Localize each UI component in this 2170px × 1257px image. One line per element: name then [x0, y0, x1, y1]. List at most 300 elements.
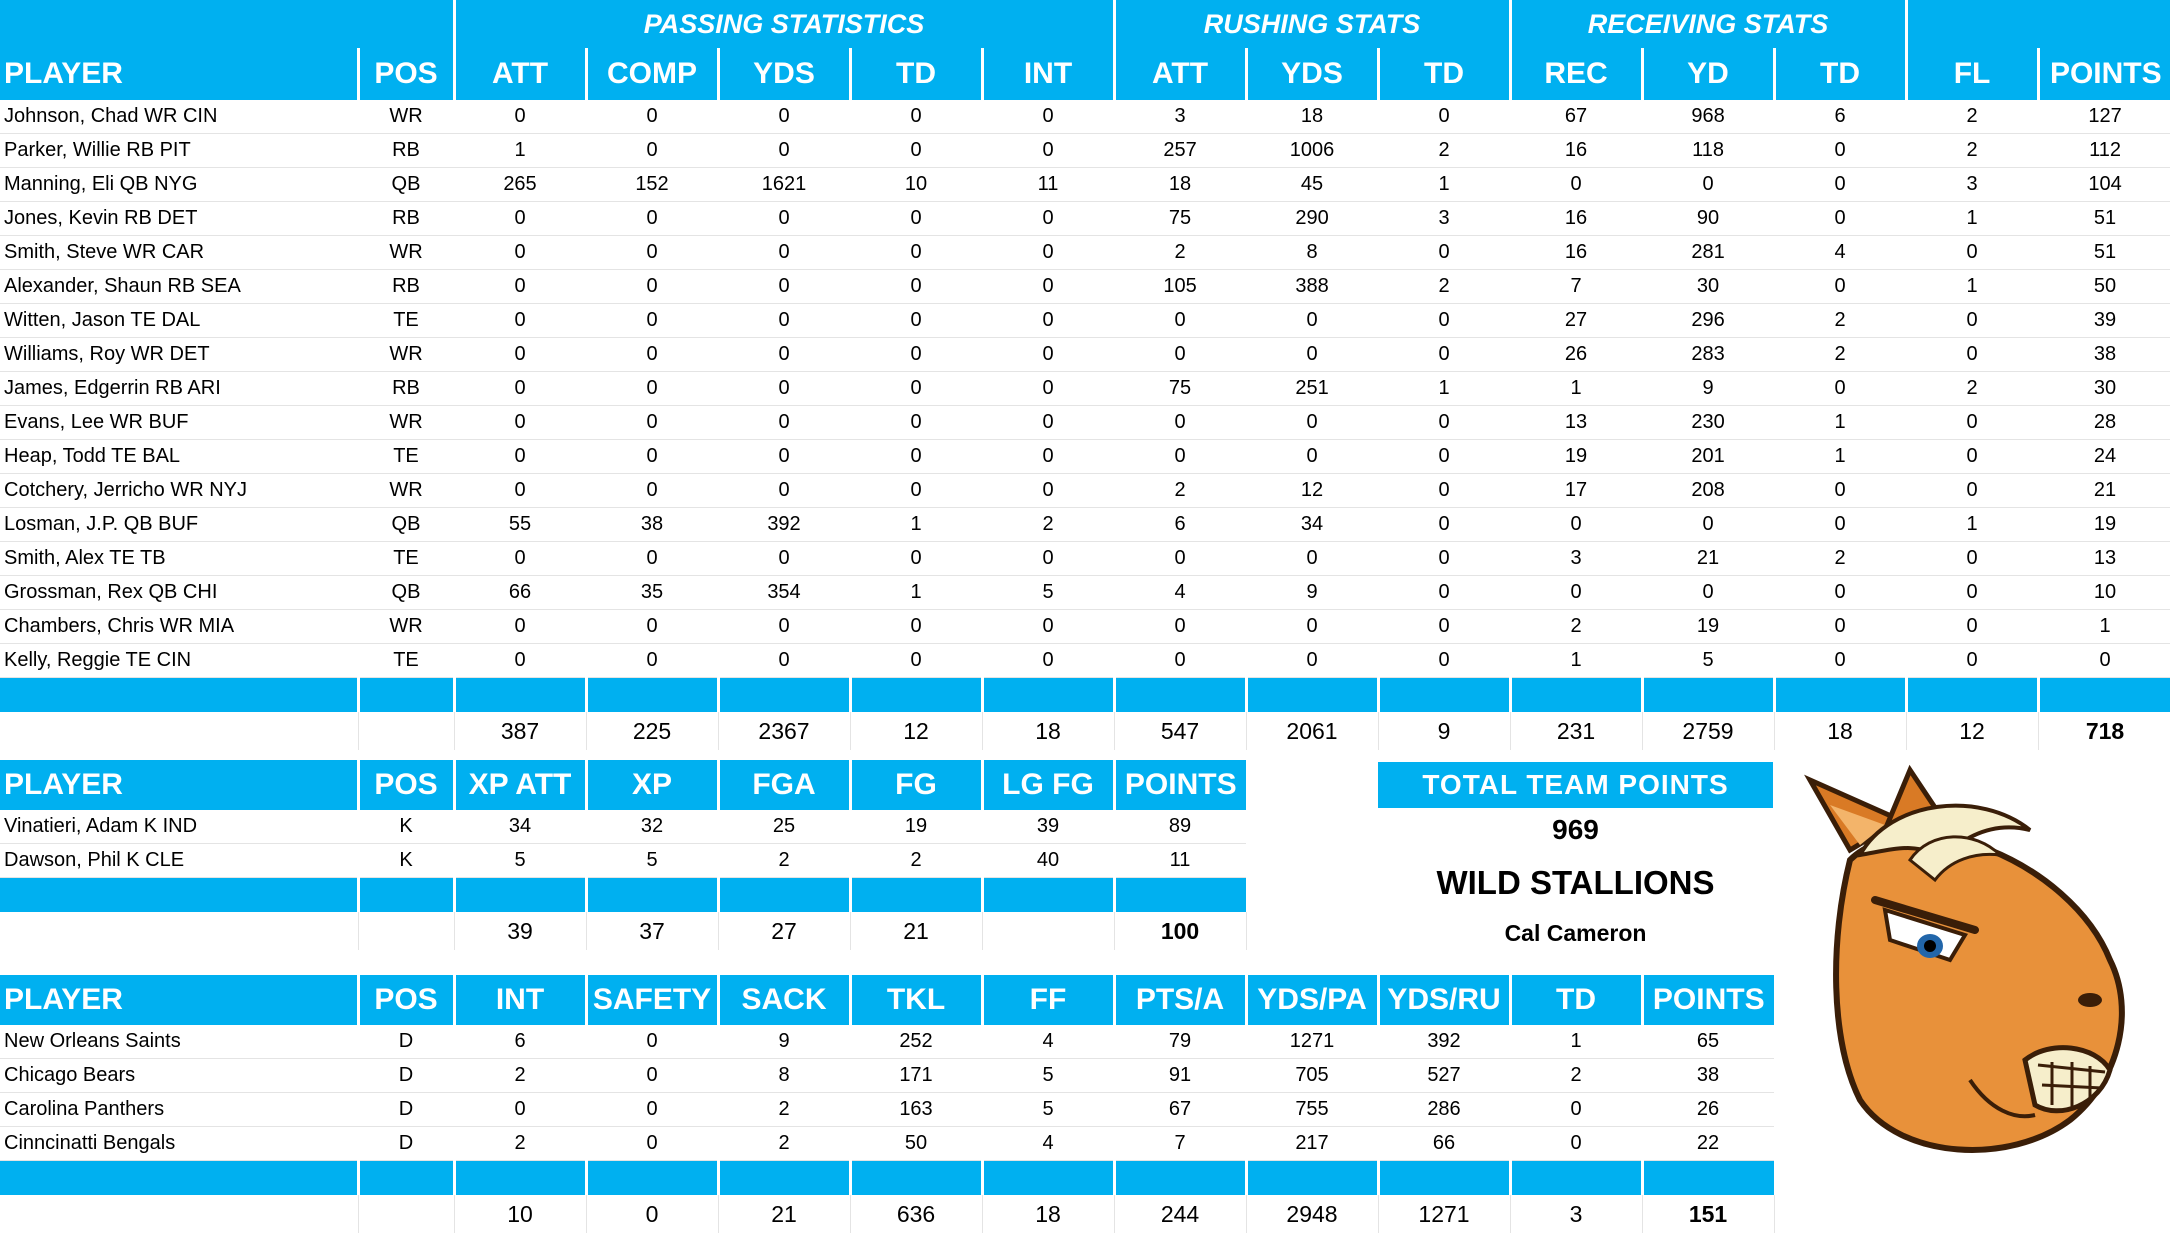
stat-cell: 40	[982, 844, 1114, 878]
stat-cell: 17	[1510, 474, 1642, 508]
stat-cell: 0	[1114, 610, 1246, 644]
team-name: WILD STALLIONS	[1436, 864, 1715, 901]
stat-cell: 0	[586, 304, 718, 338]
position-cell: WR	[358, 236, 454, 270]
stat-cell: 4	[982, 1025, 1114, 1059]
total-points-cell: 100	[1114, 912, 1246, 950]
col-header: TKL	[850, 975, 982, 1025]
stat-cell: 0	[1114, 440, 1246, 474]
stat-cell: 0	[850, 406, 982, 440]
stat-cell: 0	[1906, 576, 2038, 610]
stat-cell: 0	[454, 100, 586, 134]
offense-player-row	[0, 168, 2170, 202]
stat-cell: 0	[1510, 168, 1642, 202]
position-cell: TE	[358, 644, 454, 678]
stat-cell: 9	[1246, 576, 1378, 610]
total-points-cell: 718	[2038, 712, 2170, 750]
stat-cell: 0	[1378, 304, 1510, 338]
stat-cell: 0	[850, 202, 982, 236]
stat-cell: 230	[1642, 406, 1774, 440]
stat-cell: 8	[718, 1059, 850, 1093]
stat-cell: 2	[982, 508, 1114, 542]
stat-cell: 0	[454, 542, 586, 576]
stat-cell: 1	[1774, 406, 1906, 440]
total-cell: 547	[1114, 712, 1246, 750]
stat-cell: 0	[454, 202, 586, 236]
offense-player-row	[0, 134, 2170, 168]
stat-cell: 89	[1114, 810, 1246, 844]
stat-cell: 30	[2038, 372, 2170, 406]
stat-cell: 0	[1906, 440, 2038, 474]
stat-cell: 163	[850, 1093, 982, 1127]
stat-cell: 0	[718, 644, 850, 678]
col-header: INT	[454, 975, 586, 1025]
stat-cell: 0	[586, 1025, 718, 1059]
stat-cell: 32	[586, 810, 718, 844]
stat-cell: 0	[586, 270, 718, 304]
col-header: PLAYER	[0, 760, 358, 810]
stat-cell: 252	[850, 1025, 982, 1059]
stat-cell: 38	[586, 508, 718, 542]
stat-cell: 2	[850, 844, 982, 878]
total-cell: 636	[850, 1195, 982, 1233]
offense-player-row	[0, 236, 2170, 270]
stat-cell: 0	[1114, 338, 1246, 372]
stat-cell: 2	[1774, 338, 1906, 372]
player-name-cell: Chambers, Chris WR MIA	[0, 610, 358, 644]
defense-team-row	[0, 1059, 1774, 1093]
col-header: YDS	[718, 48, 850, 100]
stat-cell: 34	[1246, 508, 1378, 542]
stat-cell: 0	[586, 1059, 718, 1093]
stat-cell: 24	[2038, 440, 2170, 474]
stat-cell: 290	[1246, 202, 1378, 236]
defense-separator-bar	[0, 1161, 1774, 1196]
col-header: LG FG	[982, 760, 1114, 810]
total-cell: 18	[1774, 712, 1906, 750]
stat-cell: 26	[1510, 338, 1642, 372]
stat-cell: 22	[1642, 1127, 1774, 1161]
col-header: SAFETY	[586, 975, 718, 1025]
stat-cell: 0	[850, 474, 982, 508]
position-cell: QB	[358, 168, 454, 202]
stat-cell: 38	[1642, 1059, 1774, 1093]
stat-cell: 2	[1906, 134, 2038, 168]
col-header: FG	[850, 760, 982, 810]
position-cell: K	[358, 810, 454, 844]
total-cell: 9	[1378, 712, 1510, 750]
stat-cell: 1	[1906, 508, 2038, 542]
player-name-cell: Jones, Kevin RB DET	[0, 202, 358, 236]
player-name-cell: Alexander, Shaun RB SEA	[0, 270, 358, 304]
stat-cell: 35	[586, 576, 718, 610]
team-summary	[1378, 762, 1773, 947]
stat-cell: 1006	[1246, 134, 1378, 168]
total-cell: 2759	[1642, 712, 1774, 750]
stat-cell: 6	[1774, 100, 1906, 134]
stat-cell: 38	[2038, 338, 2170, 372]
defense-column-headers	[0, 975, 1774, 1025]
stat-cell: 75	[1114, 202, 1246, 236]
stat-cell: 1	[454, 134, 586, 168]
stat-cell: 11	[982, 168, 1114, 202]
stat-cell: 0	[1246, 542, 1378, 576]
col-header: TD	[1510, 975, 1642, 1025]
col-header: TD	[850, 48, 982, 100]
stat-cell: 13	[1510, 406, 1642, 440]
col-header: POS	[358, 760, 454, 810]
stat-cell: 0	[454, 304, 586, 338]
group-header-passing: PASSING STATISTICS	[454, 0, 1114, 48]
stat-cell: 8	[1246, 236, 1378, 270]
stat-cell: 13	[2038, 542, 2170, 576]
stat-cell: 50	[2038, 270, 2170, 304]
stat-cell: 90	[1642, 202, 1774, 236]
col-header: FGA	[718, 760, 850, 810]
defense-totals-row	[0, 1195, 1774, 1233]
stat-cell: 0	[1642, 508, 1774, 542]
stat-cell: 0	[718, 202, 850, 236]
col-header: YDS/RU	[1378, 975, 1510, 1025]
stat-cell: 0	[454, 474, 586, 508]
stat-cell: 0	[586, 644, 718, 678]
stat-cell: 171	[850, 1059, 982, 1093]
stat-cell: 18	[1114, 168, 1246, 202]
position-cell: WR	[358, 610, 454, 644]
total-cell: 3	[1510, 1195, 1642, 1233]
stat-cell: 9	[1642, 372, 1774, 406]
stat-cell: 0	[1906, 542, 2038, 576]
col-header: ATT	[1114, 48, 1246, 100]
stat-cell: 34	[454, 810, 586, 844]
stat-cell: 2	[1114, 474, 1246, 508]
stat-cell: 0	[586, 610, 718, 644]
stat-cell: 0	[586, 1127, 718, 1161]
stat-cell: 79	[1114, 1025, 1246, 1059]
stat-cell: 208	[1642, 474, 1774, 508]
offense-column-headers	[0, 48, 2170, 100]
total-cell: 244	[1114, 1195, 1246, 1233]
angry-horse-mascot-icon	[1790, 760, 2160, 1160]
stat-cell: 16	[1510, 202, 1642, 236]
stat-cell: 16	[1510, 236, 1642, 270]
group-header-receiving: RECEIVING STATS	[1510, 0, 1906, 48]
stat-cell: 0	[1246, 406, 1378, 440]
stat-cell: 0	[982, 406, 1114, 440]
stat-cell: 0	[718, 236, 850, 270]
stat-cell: 0	[1774, 168, 1906, 202]
stat-cell: 0	[1510, 508, 1642, 542]
stat-cell: 0	[850, 134, 982, 168]
stat-cell: 0	[982, 236, 1114, 270]
stat-cell: 66	[454, 576, 586, 610]
stat-cell: 0	[586, 202, 718, 236]
player-name-cell: Carolina Panthers	[0, 1093, 358, 1127]
defense-stats-table	[0, 975, 1775, 1233]
stat-cell: 1	[1774, 440, 1906, 474]
stat-cell: 0	[1774, 270, 1906, 304]
stat-cell: 1	[1906, 202, 2038, 236]
position-cell: QB	[358, 576, 454, 610]
stat-cell: 0	[454, 338, 586, 372]
stat-cell: 286	[1378, 1093, 1510, 1127]
total-cell: 21	[718, 1195, 850, 1233]
stat-cell: 4	[1774, 236, 1906, 270]
position-cell: D	[358, 1025, 454, 1059]
stat-cell: 26	[1642, 1093, 1774, 1127]
stat-cell: 0	[1246, 440, 1378, 474]
stat-cell: 65	[1642, 1025, 1774, 1059]
offense-player-row	[0, 202, 2170, 236]
stat-cell: 0	[454, 1093, 586, 1127]
position-cell: K	[358, 844, 454, 878]
offense-player-row	[0, 440, 2170, 474]
stat-cell: 0	[982, 644, 1114, 678]
stat-cell: 0	[1642, 168, 1774, 202]
stat-cell: 0	[454, 406, 586, 440]
stat-cell: 7	[1114, 1127, 1246, 1161]
stat-cell: 27	[1510, 304, 1642, 338]
stat-cell: 75	[1114, 372, 1246, 406]
stat-cell: 0	[718, 134, 850, 168]
stat-cell: 392	[1378, 1025, 1510, 1059]
stat-cell: 66	[1378, 1127, 1510, 1161]
player-name-cell: Smith, Alex TE TB	[0, 542, 358, 576]
position-cell: WR	[358, 474, 454, 508]
position-cell: RB	[358, 202, 454, 236]
offense-player-row	[0, 304, 2170, 338]
stat-cell: 1	[850, 576, 982, 610]
stat-cell: 0	[1114, 644, 1246, 678]
stat-cell: 0	[586, 372, 718, 406]
col-header: INT	[982, 48, 1114, 100]
stat-cell: 0	[982, 270, 1114, 304]
stat-cell: 10	[850, 168, 982, 202]
col-header: POS	[358, 975, 454, 1025]
stat-cell: 0	[982, 610, 1114, 644]
kicker-column-headers	[0, 760, 1246, 810]
stat-cell: 705	[1246, 1059, 1378, 1093]
stat-cell: 0	[718, 100, 850, 134]
stat-cell: 281	[1642, 236, 1774, 270]
position-cell: TE	[358, 542, 454, 576]
stat-cell: 2	[454, 1059, 586, 1093]
stat-cell: 251	[1246, 372, 1378, 406]
player-name-cell: Williams, Roy WR DET	[0, 338, 358, 372]
player-name-cell: Grossman, Rex QB CHI	[0, 576, 358, 610]
stat-cell: 0	[2038, 644, 2170, 678]
stat-cell: 0	[982, 474, 1114, 508]
stat-cell: 0	[1246, 644, 1378, 678]
stat-cell: 118	[1642, 134, 1774, 168]
stat-cell: 91	[1114, 1059, 1246, 1093]
stat-cell: 0	[1510, 1127, 1642, 1161]
total-cell: 10	[454, 1195, 586, 1233]
col-header: YDS/PA	[1246, 975, 1378, 1025]
stat-cell: 0	[1114, 406, 1246, 440]
stat-cell: 0	[850, 372, 982, 406]
stat-cell: 19	[1510, 440, 1642, 474]
player-name-cell: Dawson, Phil K CLE	[0, 844, 358, 878]
empty-total-cell	[358, 1195, 454, 1233]
position-cell: TE	[358, 304, 454, 338]
stat-cell: 0	[982, 440, 1114, 474]
stat-cell: 55	[454, 508, 586, 542]
stat-cell: 0	[1114, 304, 1246, 338]
total-team-points-label: TOTAL TEAM POINTS	[1378, 762, 1773, 808]
stat-cell: 112	[2038, 134, 2170, 168]
stat-cell: 0	[850, 304, 982, 338]
stat-cell: 0	[982, 134, 1114, 168]
stat-cell: 0	[1378, 100, 1510, 134]
stat-cell: 1	[1378, 372, 1510, 406]
stat-cell: 201	[1642, 440, 1774, 474]
stat-cell: 2	[1510, 1059, 1642, 1093]
stat-cell: 5	[1642, 644, 1774, 678]
offense-player-row	[0, 542, 2170, 576]
stat-cell: 12	[1246, 474, 1378, 508]
position-cell: WR	[358, 100, 454, 134]
stat-cell: 1	[1510, 372, 1642, 406]
stat-cell: 21	[1642, 542, 1774, 576]
offense-player-row	[0, 508, 2170, 542]
player-name-cell: James, Edgerrin RB ARI	[0, 372, 358, 406]
stat-cell: 0	[718, 270, 850, 304]
player-name-cell: Johnson, Chad WR CIN	[0, 100, 358, 134]
stat-cell: 7	[1510, 270, 1642, 304]
stat-cell: 28	[2038, 406, 2170, 440]
offense-player-row	[0, 372, 2170, 406]
stat-cell: 0	[1906, 338, 2038, 372]
stat-cell: 0	[586, 406, 718, 440]
stat-cell: 45	[1246, 168, 1378, 202]
defense-team-row	[0, 1093, 1774, 1127]
total-team-points-value: 969	[1552, 814, 1599, 845]
stat-cell: 0	[1378, 644, 1510, 678]
stat-cell: 16	[1510, 134, 1642, 168]
stat-cell: 19	[2038, 508, 2170, 542]
stat-cell: 354	[718, 576, 850, 610]
stat-cell: 2	[1114, 236, 1246, 270]
position-cell: TE	[358, 440, 454, 474]
stat-cell: 0	[850, 270, 982, 304]
stat-cell: 0	[1114, 542, 1246, 576]
offense-player-row	[0, 100, 2170, 134]
total-cell: 0	[586, 1195, 718, 1233]
col-header: POINTS	[1114, 760, 1246, 810]
stat-cell: 0	[982, 202, 1114, 236]
player-name-cell: Parker, Willie RB PIT	[0, 134, 358, 168]
stat-cell: 0	[586, 1093, 718, 1127]
stat-cell: 0	[1774, 610, 1906, 644]
stat-cell: 0	[1246, 304, 1378, 338]
stat-cell: 0	[1774, 474, 1906, 508]
stat-cell: 0	[1378, 610, 1510, 644]
total-cell: 2061	[1246, 712, 1378, 750]
stat-cell: 265	[454, 168, 586, 202]
col-header: YDS	[1246, 48, 1378, 100]
stat-cell: 1	[850, 508, 982, 542]
position-cell: WR	[358, 406, 454, 440]
total-cell: 225	[586, 712, 718, 750]
stat-cell: 0	[1774, 576, 1906, 610]
offense-player-row	[0, 270, 2170, 304]
stat-cell: 0	[1906, 610, 2038, 644]
stat-cell: 2	[1378, 134, 1510, 168]
col-header: POS	[358, 48, 454, 100]
stat-cell: 2	[1378, 270, 1510, 304]
stat-cell: 30	[1642, 270, 1774, 304]
stat-cell: 3	[1510, 542, 1642, 576]
total-cell: 387	[454, 712, 586, 750]
empty-total-cell	[982, 912, 1114, 950]
position-cell: RB	[358, 372, 454, 406]
group-header-blank	[0, 0, 454, 48]
stat-cell: 392	[718, 508, 850, 542]
stat-cell: 2	[1510, 610, 1642, 644]
stat-cell: 0	[1378, 508, 1510, 542]
stat-cell: 968	[1642, 100, 1774, 134]
stat-cell: 0	[1510, 576, 1642, 610]
total-cell: 12	[850, 712, 982, 750]
offense-player-row	[0, 576, 2170, 610]
player-name-cell: Kelly, Reggie TE CIN	[0, 644, 358, 678]
stat-cell: 9	[718, 1025, 850, 1059]
stat-cell: 0	[1906, 236, 2038, 270]
col-header: XP	[586, 760, 718, 810]
position-cell: RB	[358, 270, 454, 304]
player-name-cell: New Orleans Saints	[0, 1025, 358, 1059]
stat-cell: 104	[2038, 168, 2170, 202]
stat-cell: 4	[982, 1127, 1114, 1161]
stat-cell: 3	[1378, 202, 1510, 236]
total-cell: 12	[1906, 712, 2038, 750]
col-header: PLAYER	[0, 975, 358, 1025]
stat-cell: 0	[850, 542, 982, 576]
stat-cell: 39	[2038, 304, 2170, 338]
stat-cell: 0	[1378, 338, 1510, 372]
stat-cell: 0	[586, 474, 718, 508]
stat-cell: 39	[982, 810, 1114, 844]
stat-cell: 0	[586, 542, 718, 576]
col-header: PLAYER	[0, 48, 358, 100]
stat-cell: 1	[1510, 1025, 1642, 1059]
stat-cell: 2	[1906, 100, 2038, 134]
stat-cell: 2	[718, 1127, 850, 1161]
stat-cell: 1	[1378, 168, 1510, 202]
kicker-player-row	[0, 810, 1246, 844]
stat-cell: 0	[586, 338, 718, 372]
offense-player-row	[0, 644, 2170, 678]
stat-cell: 0	[454, 644, 586, 678]
stat-cell: 755	[1246, 1093, 1378, 1127]
stat-cell: 0	[1906, 304, 2038, 338]
stat-cell: 0	[850, 610, 982, 644]
stat-cell: 0	[1510, 1093, 1642, 1127]
stat-cell: 0	[982, 100, 1114, 134]
stat-cell: 2	[454, 1127, 586, 1161]
stat-cell: 0	[454, 372, 586, 406]
kicker-player-row	[0, 844, 1246, 878]
total-cell: 2948	[1246, 1195, 1378, 1233]
stat-cell: 6	[1114, 508, 1246, 542]
position-cell: D	[358, 1093, 454, 1127]
stat-cell: 0	[850, 100, 982, 134]
stat-cell: 5	[982, 1093, 1114, 1127]
stat-cell: 5	[586, 844, 718, 878]
stat-cell: 5	[982, 1059, 1114, 1093]
stat-cell: 5	[454, 844, 586, 878]
